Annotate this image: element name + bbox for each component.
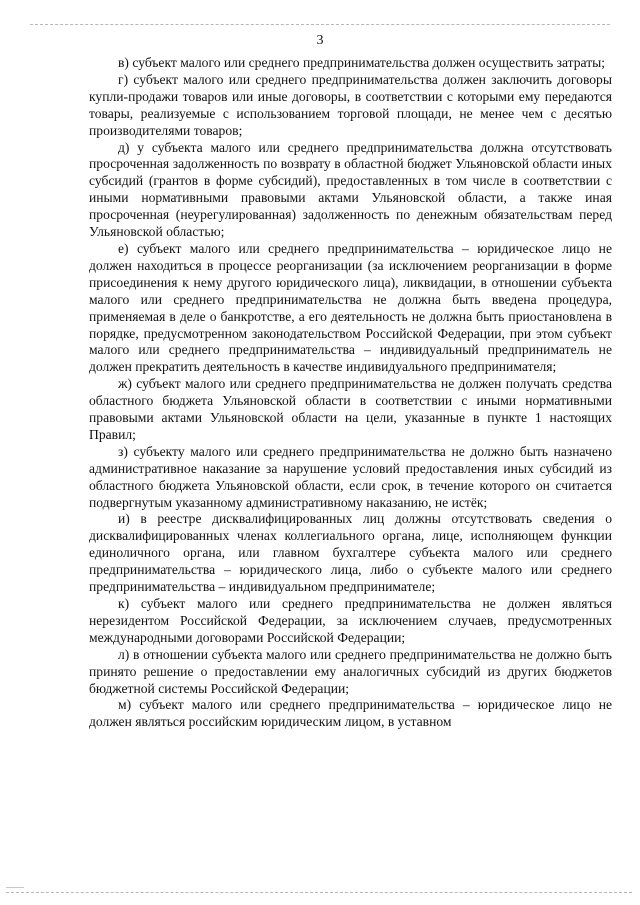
paragraph-k: к) субъект малого или среднего предпринимательства не должен являться нерезидентом Российской Федерации, за исключением случаев, предусмотренных международными договорами Российской Федерации;: [89, 596, 612, 645]
paragraph-v: в) субъект малого или среднего предпринимательства должен осуществить затраты;: [118, 55, 606, 70]
paragraph-d: д) у субъекта малого или среднего предпринимательства должна отсутствовать просроченная задолженность по возврату в областной бюджет Ульяновской области иных субсидий (грантов в форме субсидий), предоставленных в том числе в соответствии с иными нормативными правовыми актами Ульяновской области, а также иная просроченная (неурегулированная) задолженность по денежным обязательствам перед Ульяновской областью;: [89, 139, 612, 240]
document-body: [89, 55, 612, 731]
paragraph-e: е) субъект малого или среднего предпринимательства – юридическое лицо не должен находиться в процессе реорганизации (за исключением реорганизации в форме присоединения к нему другого юридического лица), ликвидации, в отношении субъекта малого или среднего предпринимательства не должна быть введена процедура, применяемая в деле о банкротстве, а его деятельность не должна быть приостановлена в порядке, предусмотренном законодательством Российской Федерации, при этом субъект малого или среднего предпринимательства – индивидуальный предприниматель не должен прекратить деятельность в качестве индивидуального предпринимателя;: [89, 240, 612, 375]
scan-edge-bottom: [6, 892, 632, 893]
paragraph-l: л) в отношении субъекта малого или среднего предпринимательства не должно быть принято решение о предоставлении ему аналогичных субсидий из других бюджетов бюджетной системы Российской Федерации;: [89, 646, 612, 696]
paragraph-m: м) субъект малого или среднего предпринимательства – юридическое лицо не должен являться российским юридическим лицом, в уставном: [89, 697, 612, 730]
paragraph-z: з) субъекту малого или среднего предпринимательства не должно быть назначено административное наказание за нарушение условий предоставления иных субсидий из областного бюджета Ульяновской области, если срок, в течение которого он считается подвергнутым указанному административному наказанию, не истёк;: [89, 443, 612, 510]
page-number: 3: [316, 33, 324, 48]
paragraph-i: и) в реестре дисквалифицированных лиц должны отсутствовать сведения о дисквалифицированных членах коллегиального органа, лице, исполняющем функции единоличного органа, или главном бухгалтере субъекта малого или среднего предпринимательства – юридического лица, либо о субъекте малого или среднего предпринимательства – индивидуальном предпринимателе;: [89, 511, 612, 595]
scan-edge-mark: [6, 887, 24, 888]
paragraph-g: г) субъект малого или среднего предпринимательства должен заключить договоры купли-продажи товаров или иные договоры, в соответствии с которыми ему передаются товары, реализуемые с использованием торговой площади, не менее чем с десятью производителями товаров;: [89, 71, 612, 138]
paragraph-zh: ж) субъект малого или среднего предпринимательства не должен получать средства областного бюджета Ульяновской области в соответствии с иными нормативными правовыми актами Ульяновской области на цели, указанные в пункте 1 настоящих Правил;: [89, 376, 612, 442]
scan-edge-top: [30, 24, 610, 25]
